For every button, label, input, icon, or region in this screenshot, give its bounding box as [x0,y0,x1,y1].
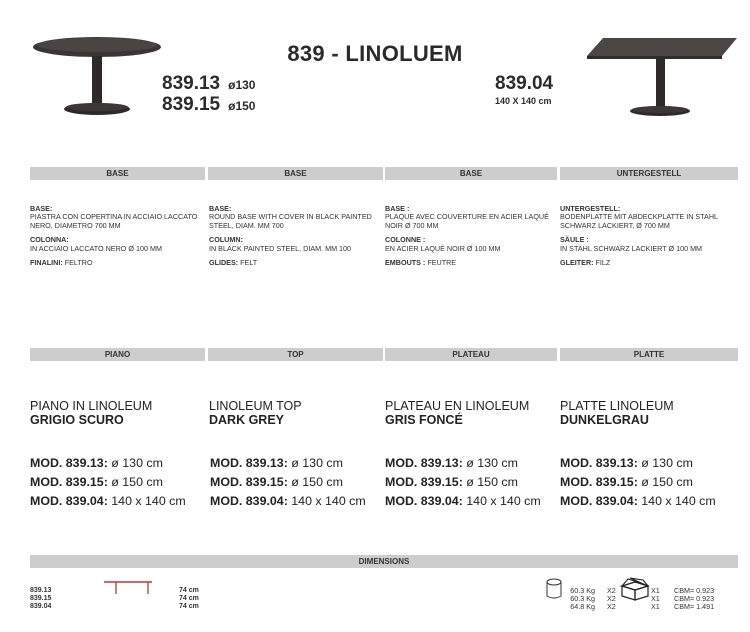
model-label: MOD. 839.04: [30,494,108,508]
base-column-de [560,205,738,273]
dimension-code: 839.15 [30,594,52,602]
model-size: ø 150 cm [641,475,693,489]
model-size: ø 130 cm [641,456,693,470]
top-color: GRIS FONCÉ [385,413,463,427]
model-label: MOD. 839.13: [30,456,108,470]
packing-weight: 60.3 Kg [570,593,595,603]
column-text: EN ACIER LAQUÉ NOIR Ø 100 MM [385,243,501,253]
model-label: MOD. 839.13: [560,456,638,470]
model-row [385,454,541,473]
base-text: PLAQUE AVEC COUVERTURE EN ACIER LAQUÉ NOIR Ø 700 MM [385,212,549,230]
model-row [560,454,716,473]
glides-text: FILZ [595,258,611,268]
packing-cbm [674,587,714,610]
column-label: COLONNA: [30,235,69,245]
base-column-en [209,205,381,273]
top-color: GRIGIO SCURO [30,413,124,427]
top-header-fr: PLATEAU [385,348,557,361]
packing-cbm-value: CBM= 0.923 [674,593,715,603]
column-label: COLUMN: [209,235,243,245]
glides-label: GLIDES: [209,258,239,268]
model-row [560,492,716,511]
dimension-codes [30,587,51,610]
packing-weight: 60.3 Kg [570,586,595,595]
dimension-heights [179,587,199,610]
packing-weights [563,587,595,610]
top-material: LINOLEUM TOP [209,399,302,413]
glides-text: FELT [240,258,258,268]
model-label: MOD. 839.04: [210,494,288,508]
model-label: MOD. 839.15: [30,475,108,489]
model-code: 839.13 [162,73,221,94]
top-desc-en [209,399,302,427]
model-list-en [210,454,366,511]
top-header-en: TOP [208,348,383,361]
model-code-row [162,94,255,116]
dimension-code: 839.13 [30,587,52,594]
packing-quantities [607,587,616,610]
base-label: BASE : [385,204,410,213]
glides-text: FELTRO [64,258,93,268]
top-material: PIANO IN LINOLEUM [30,399,153,413]
base-header-it: BASE [30,167,205,180]
column-label: COLONNE : [385,235,426,245]
packing-qty: X2 [607,601,616,611]
model-label: MOD. 839.15: [560,475,638,489]
model-code: 839.15 [162,94,221,115]
dimension-code: 839.04 [30,602,52,610]
model-dimension: 140 X 140 cm [495,96,552,106]
model-size: 140 x 140 cm [111,494,186,508]
height-value: 74 cm [179,594,199,602]
model-row [30,454,186,473]
model-label: MOD. 839.15: [385,475,463,489]
base-label: UNTERGESTELL: [560,204,621,213]
glides-label: GLEITER: [560,258,594,268]
left-model-codes [162,73,255,116]
model-label: MOD. 839.04: [385,494,463,508]
top-color: DUNKELGRAU [560,413,649,427]
model-list-it [30,454,186,511]
column-text: IN ACCIAIO LACCATO NERO Ø 100 MM [30,243,162,253]
packing-qty: X2 [607,586,616,595]
model-code: 839.04 [495,73,554,94]
packing-box-count: X1 [651,593,660,603]
model-row [210,473,366,492]
dimensions-header: DIMENSIONS [30,555,738,568]
base-label: BASE: [209,204,232,213]
model-label: MOD. 839.04: [560,494,638,508]
top-header-it: PIANO [30,348,205,361]
model-size: ø 130 cm [111,456,163,470]
model-list-de [560,454,716,511]
top-material: PLATTE LINOLEUM [560,399,674,413]
column-text: IN BLACK PAINTED STEEL, DIAM. MM 100 [209,243,352,253]
column-label: SÄULE : [560,235,589,245]
model-diameter: ø150 [228,99,256,113]
top-header-de: PLATTE [560,348,738,361]
base-text: PIASTRA CON COPERTINA IN ACCIAIO LACCATO NERO, DIAMETRO 700 MM [30,212,198,230]
column-text: IN STAHL SCHWARZ LACKIERT Ø 100 MM [560,243,703,253]
height-value: 74 cm [179,602,199,610]
packing-cbm-value: CBM= 0.923 [674,586,715,595]
packing-boxes [651,587,660,610]
model-row [30,473,186,492]
model-label: MOD. 839.13: [385,456,463,470]
base-label: BASE: [30,204,53,213]
glides-label: EMBOUTS : [385,258,426,268]
top-desc-de [560,399,674,427]
model-list-fr [385,454,541,511]
page-title: 839 - LINOLUEM [287,41,463,66]
top-color: DARK GREY [209,413,285,427]
weight-icon [545,578,563,600]
model-size: 140 x 140 cm [641,494,716,508]
base-header-de: UNTERGESTELL [560,167,738,180]
right-model-code [495,73,553,106]
height-value: 74 cm [179,587,199,594]
model-size: ø 130 cm [291,456,343,470]
base-text: BODENPLATTE MIT ABDECKPLATTE IN STAHL SCHWARZ LACKIERT, Ø 700 MM [560,212,718,230]
model-size: 140 x 140 cm [291,494,366,508]
packing-box-count: X1 [651,586,660,595]
base-column-fr [385,205,555,273]
packing-weight: 64.8 Kg [570,601,595,611]
model-label: MOD. 839.13: [210,456,288,470]
box-icon [620,577,650,601]
base-header-en: BASE [208,167,383,180]
model-size: ø 150 cm [291,475,343,489]
model-row [560,473,716,492]
model-code-row [162,73,255,94]
glides-label: FINALINI: [30,258,63,268]
model-row [210,492,366,511]
top-desc-it [30,399,152,427]
model-size: ø 150 cm [111,475,163,489]
glides-text: FEUTRE [427,258,457,268]
base-header-fr: BASE [385,167,557,180]
top-material: PLATEAU EN LINOLEUM [385,399,530,413]
packing-qty: X2 [607,593,616,603]
model-diameter: ø130 [228,78,256,92]
model-row [385,492,541,511]
packing-box-count: X1 [651,601,660,611]
model-row [210,454,366,473]
packing-cbm-value: CBM= 1.491 [674,601,715,611]
model-row [30,492,186,511]
model-row [385,473,541,492]
table-profile-icon [103,580,153,596]
model-size: ø 150 cm [466,475,518,489]
top-desc-fr [385,399,529,427]
model-size: ø 130 cm [466,456,518,470]
base-column-it [30,205,202,273]
model-label: MOD. 839.15: [210,475,288,489]
base-text: ROUND BASE WITH COVER IN BLACK PAINTED STEEL, DIAM. MM 700 [209,212,372,230]
model-size: 140 x 140 cm [466,494,541,508]
